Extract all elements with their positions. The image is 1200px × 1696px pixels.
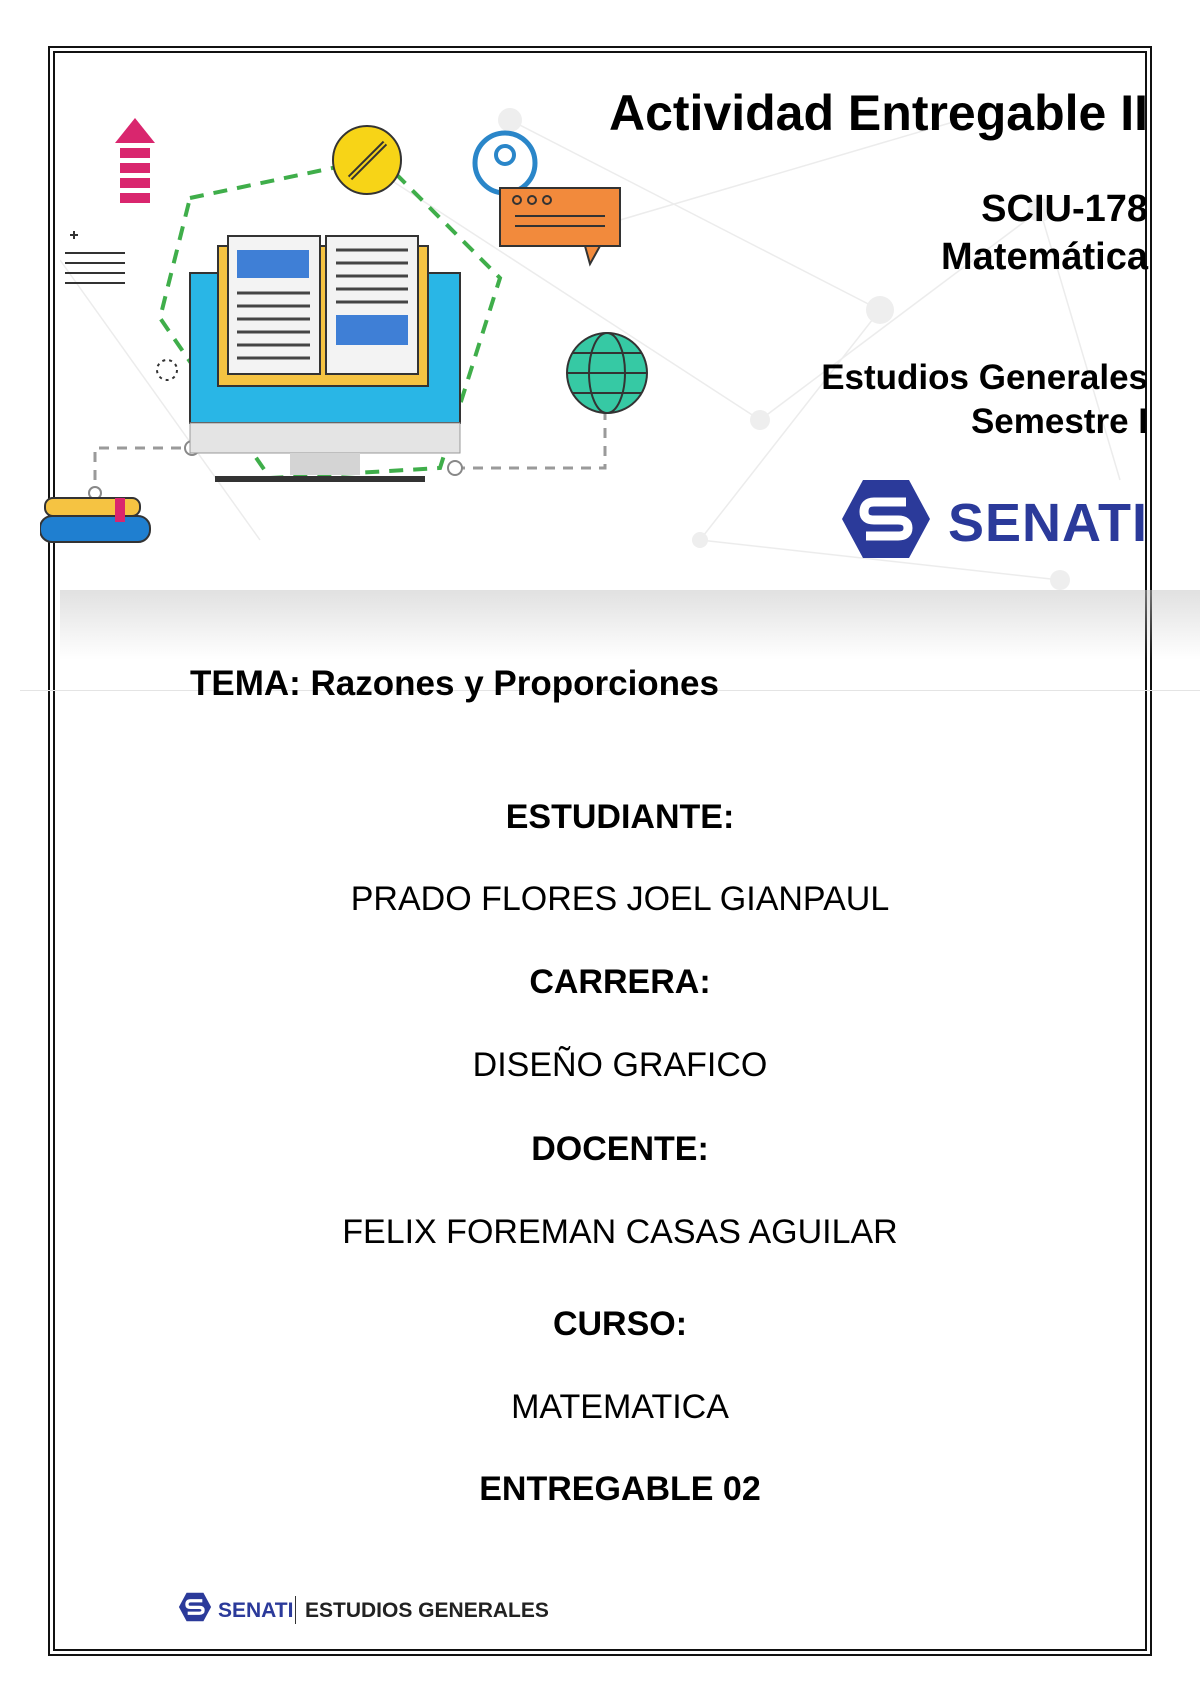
course-name: Matemática xyxy=(941,236,1148,278)
open-book-icon xyxy=(218,236,428,386)
user-chat-icon xyxy=(475,133,620,264)
deliverable-label: ENTREGABLE 02 xyxy=(479,1470,761,1508)
document-title: Actividad Entregable II xyxy=(608,85,1148,141)
banner-shadow xyxy=(60,590,1200,660)
footer-senati-logo-icon xyxy=(178,1592,212,1622)
topic-heading: TEMA: Razones y Proporciones xyxy=(190,664,719,703)
footer-unit: ESTUDIOS GENERALES xyxy=(305,1599,549,1622)
program-name: Estudios Generales xyxy=(821,358,1148,397)
course-code: SCIU-178 xyxy=(981,188,1148,230)
books-icon xyxy=(40,498,150,542)
student-value: PRADO FLORES JOEL GIANPAUL xyxy=(350,880,890,918)
footer-separator xyxy=(295,1596,296,1624)
footer-brand: SENATI xyxy=(218,1599,294,1622)
list-lines-icon xyxy=(65,231,125,283)
teacher-label: DOCENTE: xyxy=(531,1130,709,1168)
pencil-icon xyxy=(333,126,401,194)
semester: Semestre I xyxy=(970,402,1148,441)
senati-logo-icon xyxy=(840,478,932,560)
career-label: CARRERA: xyxy=(529,963,711,1001)
globe-icon xyxy=(567,333,647,413)
student-label: ESTUDIANTE: xyxy=(505,798,735,836)
elearning-illustration xyxy=(40,108,680,558)
course-value: MATEMATICA xyxy=(511,1388,729,1426)
senati-logo-text: SENATI xyxy=(948,493,1149,553)
teacher-value: FELIX FOREMAN CASAS AGUILAR xyxy=(342,1213,898,1251)
career-value: DISEÑO GRAFICO xyxy=(472,1046,768,1084)
course-label: CURSO: xyxy=(552,1305,688,1343)
upload-arrow-icon xyxy=(115,118,155,203)
